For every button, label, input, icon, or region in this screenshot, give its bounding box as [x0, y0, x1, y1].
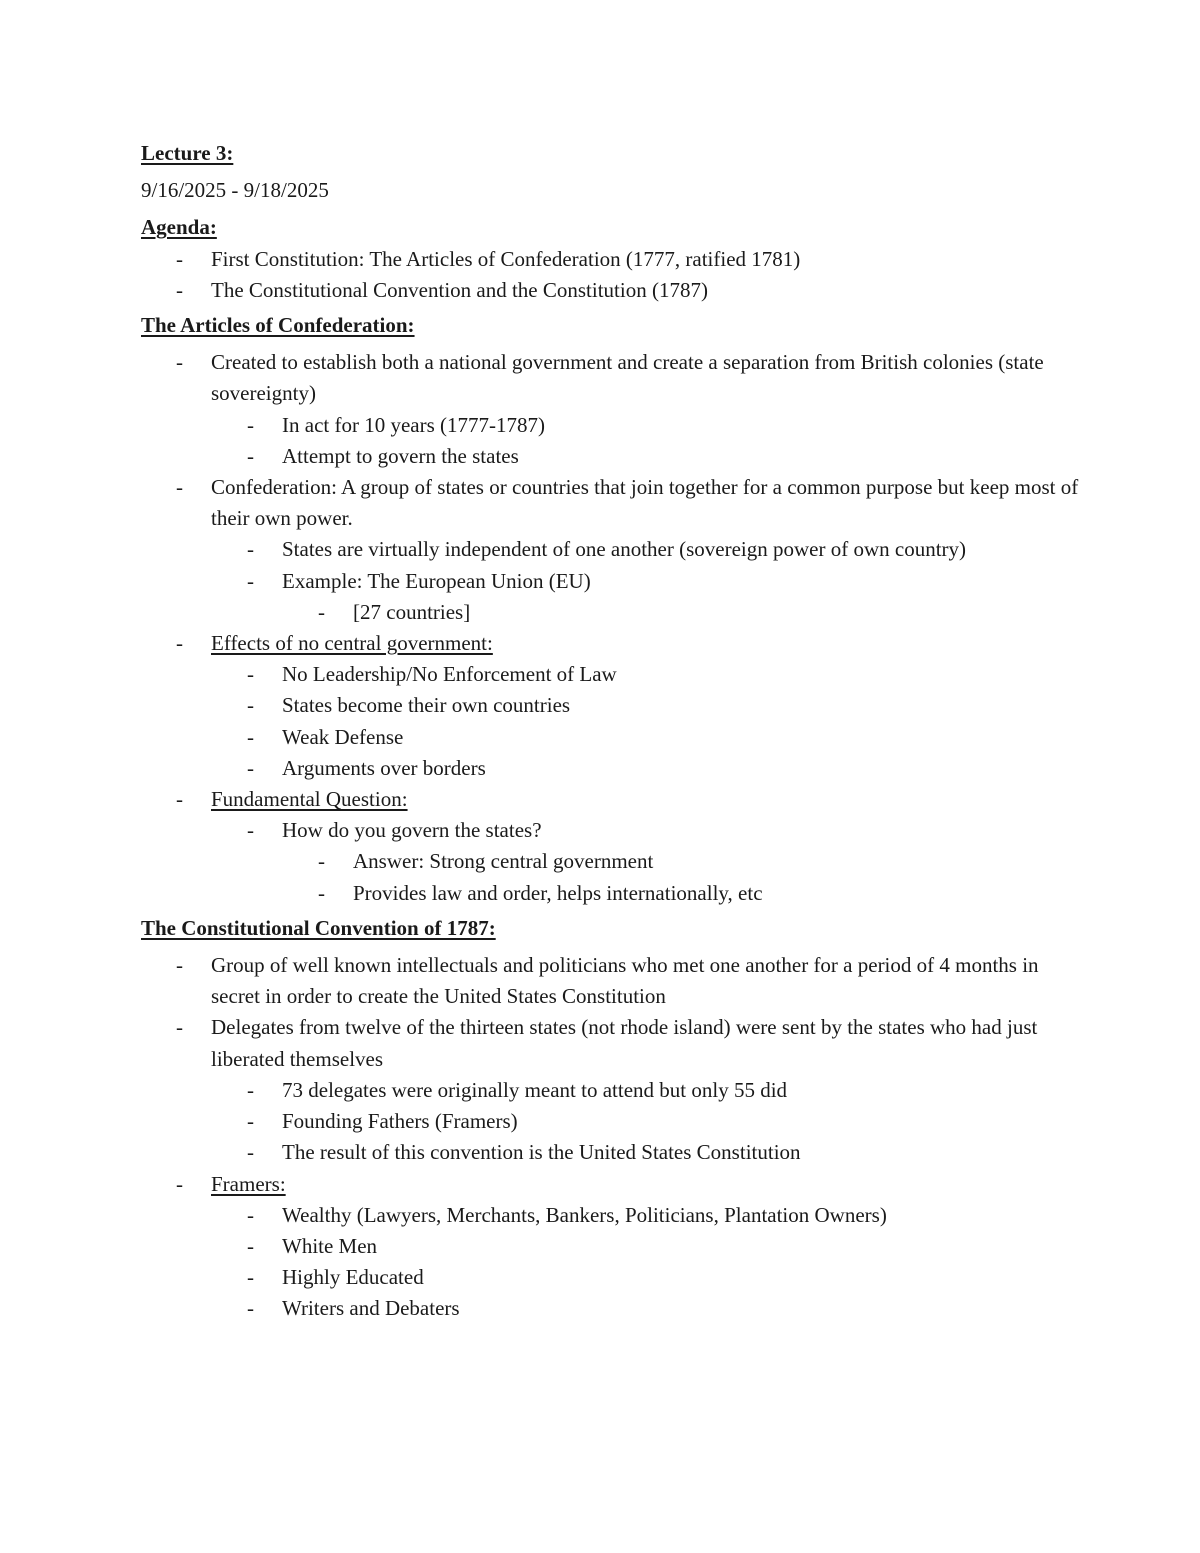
list-item-text: [27 countries] [353, 599, 471, 624]
bullet-dash: - [176, 350, 183, 375]
list-item-text: Created to establish both a national government and create a separation from British colonies (state sovereignty) [211, 350, 1044, 406]
list-item-text: Weak Defense [282, 724, 404, 749]
lecture-title: Lecture 3: [141, 141, 234, 165]
articles-heading: The Articles of Confederation: [141, 313, 415, 338]
bullet-dash: - [318, 849, 325, 874]
list-item-text: Provides law and order, helps internationally, etc [353, 880, 763, 905]
sub-sub-list [282, 597, 1081, 628]
bullet-dash: - [176, 246, 183, 271]
bullet-dash: - [247, 1109, 254, 1134]
bullet-dash: - [318, 599, 325, 624]
bullet-dash: - [176, 1171, 183, 1196]
fundamental-question-label: Fundamental Question: [211, 787, 408, 812]
list-item-text: Group of well known intellectuals and politicians who met one another for a period of 4 months in secret in order to create the United States Constitution [211, 953, 1039, 1009]
list-item [211, 1075, 1081, 1106]
list-item [211, 566, 1081, 628]
agenda-list [141, 244, 1081, 306]
list-item-text: White Men [282, 1233, 378, 1258]
list-item [141, 347, 1081, 472]
bullet-dash: - [247, 412, 254, 437]
bullet-dash: - [176, 1015, 183, 1040]
list-item-text: States are virtually independent of one another (sovereign power of own country) [282, 537, 967, 562]
list-item [211, 722, 1081, 753]
effects-label: Effects of no central government: [211, 631, 493, 656]
list-item [211, 1106, 1081, 1137]
list-item-text: Arguments over borders [282, 755, 486, 780]
list-item [141, 950, 1081, 1012]
bullet-dash: - [247, 724, 254, 749]
list-item-text: Attempt to govern the states [282, 443, 519, 468]
bullet-dash: - [247, 443, 254, 468]
list-item-text: Founding Fathers (Framers) [282, 1109, 518, 1134]
bullet-dash: - [247, 537, 254, 562]
list-item-text: The result of this convention is the United States Constitution [282, 1140, 801, 1165]
framers-label: Framers: [211, 1171, 286, 1196]
articles-list [141, 347, 1081, 909]
list-item-text: The Constitutional Convention and the Constitution (1787) [211, 277, 708, 302]
list-item [141, 275, 1081, 306]
agenda-heading: Agenda: [141, 215, 217, 240]
list-item [282, 597, 1081, 628]
list-item-text: Highly Educated [282, 1265, 424, 1290]
bullet-dash: - [247, 1077, 254, 1102]
list-item [141, 244, 1081, 275]
bullet-dash: - [176, 787, 183, 812]
list-item [211, 1231, 1081, 1262]
sub-list [140, 659, 1081, 784]
list-item-text: Delegates from twelve of the thirteen states (not rhode island) were sent by the states who had just liberated themselves [211, 1015, 1038, 1071]
bullet-dash: - [247, 755, 254, 780]
list-item [282, 846, 1081, 877]
list-item-text: 73 delegates were originally meant to attend but only 55 did [282, 1077, 788, 1102]
list-item-text: Wealthy (Lawyers, Merchants, Bankers, Politicians, Plantation Owners) [282, 1202, 887, 1227]
sub-list [140, 1200, 1081, 1325]
list-item-text: Writers and Debaters [282, 1296, 460, 1321]
list-item-text: Example: The European Union (EU) [282, 568, 591, 593]
bullet-dash: - [247, 1265, 254, 1290]
convention-list [141, 950, 1081, 1324]
list-item-text: Answer: Strong central government [353, 849, 654, 874]
list-item [211, 534, 1081, 565]
bullet-dash: - [247, 818, 254, 843]
bullet-dash: - [247, 693, 254, 718]
list-item [211, 1137, 1081, 1168]
list-item [211, 1262, 1081, 1293]
bullet-dash: - [247, 1140, 254, 1165]
list-item-text: States become their own countries [282, 693, 571, 718]
bullet-dash: - [176, 475, 183, 500]
list-item-text: No Leadership/No Enforcement of Law [282, 662, 617, 687]
bullet-dash: - [247, 568, 254, 593]
sub-list [140, 410, 1081, 472]
list-item [141, 1169, 1081, 1325]
list-item [211, 659, 1081, 690]
list-item [282, 878, 1081, 909]
bullet-dash: - [247, 1296, 254, 1321]
bullet-dash: - [247, 662, 254, 687]
list-item-text: In act for 10 years (1777-1787) [282, 412, 545, 437]
bullet-dash: - [318, 880, 325, 905]
sub-list [140, 1075, 1081, 1169]
sub-list [140, 534, 1081, 628]
list-item [211, 753, 1081, 784]
list-item [141, 784, 1081, 909]
bullet-dash: - [176, 631, 183, 656]
list-item [211, 410, 1081, 441]
document-page [141, 138, 1081, 1325]
list-item [211, 690, 1081, 721]
list-item-text: Confederation: A group of states or countries that join together for a common purpose but keep most of their own power. [211, 475, 1079, 531]
sub-list [140, 815, 1081, 909]
sub-sub-list [282, 846, 1081, 908]
bullet-dash: - [247, 1233, 254, 1258]
list-item [211, 441, 1081, 472]
date-range: 9/16/2025 - 9/18/2025 [141, 178, 329, 203]
list-item-text: First Constitution: The Articles of Confederation (1777, ratified 1781) [211, 246, 801, 271]
list-item [211, 1293, 1081, 1324]
list-item [141, 628, 1081, 784]
bullet-dash: - [247, 1202, 254, 1227]
list-item [211, 815, 1081, 909]
bullet-dash: - [176, 953, 183, 978]
bullet-dash: - [176, 277, 183, 302]
list-item [141, 472, 1081, 628]
list-item [211, 1200, 1081, 1231]
list-item [141, 1012, 1081, 1168]
convention-heading: The Constitutional Convention of 1787: [141, 915, 496, 940]
list-item-text: How do you govern the states? [282, 818, 542, 843]
